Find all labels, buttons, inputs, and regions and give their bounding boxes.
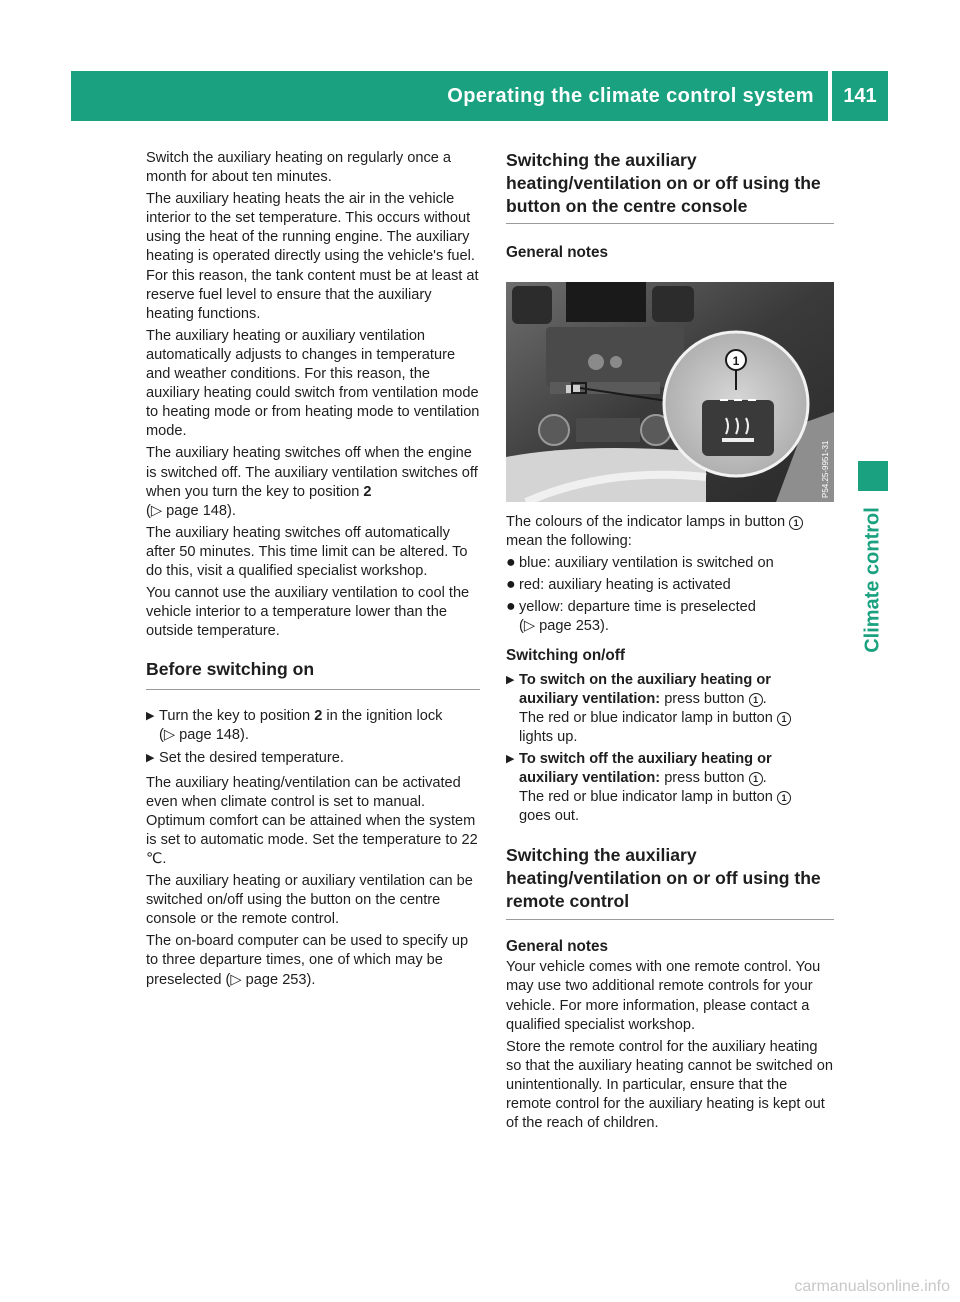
callout-1-icon: 1 xyxy=(777,791,791,805)
text: press button xyxy=(664,770,745,787)
page-reference-link[interactable]: page 148). xyxy=(166,502,236,519)
bullet-icon: ● xyxy=(506,576,516,594)
arrow-icon: ▶ xyxy=(146,710,155,723)
text: The red or blue indicator lamp in button xyxy=(519,789,773,806)
text: mean the following: xyxy=(506,533,632,550)
key-position: 2 xyxy=(314,708,323,725)
figure-code: P54.25-9951-31 xyxy=(821,440,830,498)
page-ref-icon: ▷ xyxy=(163,727,176,744)
key-position: 2 xyxy=(363,483,372,500)
subheading: General notes xyxy=(506,938,609,956)
paragraph: The auxiliary heating or auxiliary ventilation automatically adjusts to changes in temperature and weather conditions. For this reason, the auxiliary heating could switch from ventilation mode to heating mode or from heating mode to ventilation mode. xyxy=(146,327,480,440)
paragraph xyxy=(146,932,480,989)
text: lights up. xyxy=(519,728,578,745)
right-column xyxy=(506,149,834,1136)
watermark: carmanualsonline.info xyxy=(794,1278,950,1295)
page-ref-icon: ▷ xyxy=(230,971,242,988)
paragraph: You cannot use the auxiliary ventilation to cool the vehicle interior to a temperature lower than the outside temperature. xyxy=(146,585,470,640)
text: The colours of the indicator lamps in button xyxy=(506,514,786,530)
instruction-step xyxy=(146,749,480,768)
text: blue: auxiliary ventilation is switched on xyxy=(519,555,774,572)
paragraph: The auxiliary heating/ventilation can be activated even when climate control is set to manual. Optimum comfort can be attained when the system is set to automatic mode. Set the temperature to 22 ℃. xyxy=(146,774,478,867)
centre-console-photo xyxy=(506,282,834,502)
text: goes out. xyxy=(519,808,580,825)
text xyxy=(519,598,834,636)
callout-1-icon: 1 xyxy=(749,693,763,707)
subheading: Switching on/off xyxy=(506,646,625,664)
instruction-step: ▶ To switch off the auxiliary heating or auxiliary ventilation: press button 1 . The red or blue indicator lamp in button 1 goes out. xyxy=(506,750,834,826)
paragraph: Your vehicle comes with one remote control. You may use two additional remote controls for your vehicle. For more information, please contact a qualified specialist workshop. xyxy=(506,959,821,1033)
list-item xyxy=(506,554,834,573)
paragraph: Switch the auxiliary heating on regularly once a month for about ten minutes. xyxy=(146,150,452,186)
arrow-icon: ▶ xyxy=(506,752,515,765)
text: Set the desired temperature. xyxy=(159,749,344,766)
callout-1-icon: 1 xyxy=(789,516,803,530)
text: press button xyxy=(664,690,745,707)
step-label: To switch on the auxiliary heating or auxiliary ventilation: xyxy=(519,671,771,707)
callout-1-icon: 1 xyxy=(749,772,763,786)
bullet-icon: ● xyxy=(506,554,516,572)
paragraph: The auxiliary heating switches off automatically after 50 minutes. This time limit can be altered. To do this, visit a qualified specialist workshop. xyxy=(146,524,468,579)
header-bar xyxy=(71,71,888,121)
arrow-icon: ▶ xyxy=(506,673,515,686)
list-item xyxy=(506,576,834,595)
arrow-icon: ▶ xyxy=(146,751,155,764)
instruction-step xyxy=(146,707,480,745)
text: The auxiliary heating switches off when the engine is switched off. The auxiliary ventilation switches off when you turn the key to position xyxy=(146,445,478,500)
page-reference-link[interactable]: page 253). xyxy=(539,618,609,635)
callout-1-icon: 1 xyxy=(777,712,791,726)
instruction-step: ▶ To switch on the auxiliary heating or auxiliary ventilation: press button 1 . The red or blue indicator lamp in button 1 lights up. xyxy=(506,671,834,747)
centre-console-figure xyxy=(506,282,834,502)
paragraph xyxy=(146,444,480,520)
section-tab-marker xyxy=(858,461,888,491)
page-number: 141 xyxy=(843,85,877,107)
text: The on-board computer can be used to specify up to three departure times, one of which may be preselected ( xyxy=(146,933,469,988)
left-column xyxy=(146,149,480,993)
text: yellow: departure time is preselected xyxy=(519,599,756,616)
paragraph: The auxiliary heating or auxiliary ventilation can be switched on/off using the button on the centre console or the remote control. xyxy=(146,873,473,928)
running-header-title: Operating the climate control system xyxy=(447,85,814,107)
figure-callout: 1 xyxy=(732,354,740,368)
text: red: auxiliary heating is activated xyxy=(519,577,731,594)
section-heading: Before switching on xyxy=(146,658,480,690)
paragraph: Store the remote control for the auxiliary heating so that the auxiliary heating cannot be switched on unintentionally. In particular, ensure that the remote control for the auxiliary heating is kept out of the reach of children. xyxy=(506,1038,833,1132)
page-reference-link[interactable]: page 253). xyxy=(245,971,316,988)
paragraph xyxy=(506,513,834,551)
step-label: To switch off the auxiliary heating or auxiliary ventilation: xyxy=(519,750,772,787)
text: in the ignition lock xyxy=(322,708,443,725)
section-heading: Switching the auxiliary heating/ventilation on or off using the button on the centre console xyxy=(506,149,834,224)
text: The red or blue indicator lamp in button xyxy=(519,709,773,726)
subheading: General notes xyxy=(506,244,609,261)
section-tab-label: Climate control xyxy=(861,507,884,653)
section-heading: Switching the auxiliary heating/ventilation on or off using the remote control xyxy=(506,844,834,920)
page-reference-link[interactable]: page 148). xyxy=(179,727,249,744)
bullet-icon: ● xyxy=(506,598,516,616)
page-ref-icon: ▷ xyxy=(523,618,536,635)
text: Turn the key to position xyxy=(159,708,315,725)
page-ref-icon: ▷ xyxy=(150,502,163,519)
open-paren: ( xyxy=(159,727,164,744)
list-item xyxy=(506,598,834,636)
open-paren: ( xyxy=(519,618,524,635)
open-paren: ( xyxy=(146,502,151,519)
paragraph: The auxiliary heating heats the air in the vehicle interior to the set temperature. This occurs without using the heat of the running engine. The auxiliary heating is operated directly using the vehicle's fuel. For this reason, the tank content must be at least at reserve fuel level to ensure that the auxiliary heating functions. xyxy=(146,191,479,322)
